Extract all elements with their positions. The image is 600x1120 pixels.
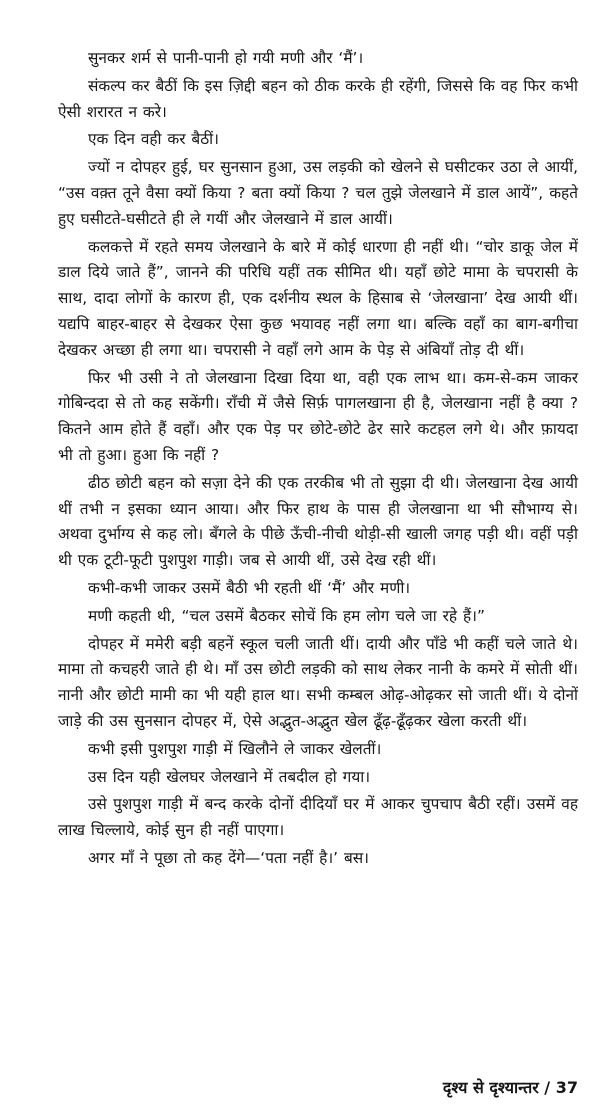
paragraph: एक दिन वही कर बैठीं। (88, 130, 219, 149)
paragraph: सुनकर शर्म से पानी-पानी हो गयी मणी और ‘मैं’। (88, 49, 364, 67)
paragraph: कलकत्ते में रहते समय जेलखाने के बारे में कोई धारणा ही नहीं थी। “चोर डाकू जेल में डाल दिये जाते हैं”, जानने की परिधि यहीं तक सीमित थी। यहाँ छोटे मामा के चपरासी के साथ, दादा लोगों के कारण ही, एक दर्शनीय स्थल के हिसाब से ‘जेलखाना’ देख आयी थीं। यद्यपि बाहर-बाहर से देखकर ऐसा कुछ भयावह नहीं लगा था। बल्कि वहाँ का बाग-बगीचा देखकर अच्छा ही लगा था। चपरासी ने वहाँ लगे आम के पेड़ से अंबियाँ तोड़ दी थीं। (58, 237, 578, 359)
paragraph: उसे पुशपुश गाड़ी में बन्द करके दोनों दीदियाँ घर में आकर चुपचाप बैठी रहीं। उसमें वह लाख चिल्लाये, कोई सुन ही नहीं पाएगा। (58, 795, 578, 840)
paragraph: उस दिन यही खेलघर जेलखाने में तबदील हो गया। (88, 767, 371, 786)
paragraph: फिर भी उसी ने तो जेलखाना दिखा दिया था, वही एक लाभ था। कम-से-कम जाकर गोबिन्ददा से तो कह सकेंगी। राँची में जैसे सिर्फ़ पागलखाना ही है, जेलखाना नहीं है क्या ? कितने आम होते हैं वहाँ। और एक पेड़ पर छोटे-छोटे ढेर सारे कटहल लगे थे। और फ़ायदा भी तो हुआ। हुआ कि नहीं ? (58, 368, 578, 464)
paragraph: कभी-कभी जाकर उसमें बैठी भी रहती थीं ‘मैं’ और मणी। (88, 578, 411, 597)
paragraph: ज्यों न दोपहर हुई, घर सुनसान हुआ, उस लड़की को खेलने से घसीटकर उठा ले आयीं, “उस वक़्त तूने वैसा क्यों किया ? बता क्यों किया ? चल तुझे जेलखाने में डाल आयें”, कहते हुए घसीटते-घसीटते ही ले गयीं और जेलखाने में डाल आयीं। (58, 158, 578, 228)
paragraph: ढीठ छोटी बहन को सज़ा देने की एक तरकीब भी तो सुझा दी थी। जेलखाना देख आयी थीं तभी न इसका ध्यान आया। और फिर हाथ के पास ही जेलखाना था भी सौभाग्य से। अथवा दुर्भाग्य से कह लो। बँगले के पीछे ऊँची-नीची थोड़ी-सी खाली जगह पड़ी थी। वहीं पड़ी थी एक टूटी-फूटी पुशपुश गाड़ी। जब से आयी थीं, उसे देख रही थीं। (58, 473, 578, 570)
paragraph: कभी इसी पुशपुश गाड़ी में खिलौने ले जाकर खेलतीं। (88, 739, 382, 758)
page-footer: दृश्य से दृश्यान्तर / 37 (442, 1078, 578, 1097)
paragraph: मणी कहती थी, “चल उसमें बैठकर सोचें कि हम लोग चले जा रहे हैं।” (88, 606, 485, 625)
paragraph: दोपहर में ममेरी बड़ी बहनें स्कूल चली जाती थीं। दायी और पाँडे भी कहीं चले जाते थे। मामा तो कचहरी जाते ही थे। माँ उस छोटी लड़की को साथ लेकर नानी के कमरे में सोती थीं। नानी और छोटी मामी का भी यही हाल था। सभी कम्बल ओढ़-ओढ़कर सो जाती थीं। ये दोनों जाड़े की उस सुनसान दोपहर में, ऐसे अद्भुत-अद्भुत खेल ढूँढ़-ढूँढ़कर खेला करती थीं। (58, 634, 578, 730)
paragraph: संकल्प कर बैठीं कि इस ज़िद्दी बहन को ठीक करके ही रहेंगी, जिससे कि वह फिर कभी ऐसी शरारत न करे। (58, 76, 578, 121)
paragraph: अगर माँ ने पूछा तो कह देंगे—‘पता नहीं है।’ बस। (88, 848, 369, 867)
